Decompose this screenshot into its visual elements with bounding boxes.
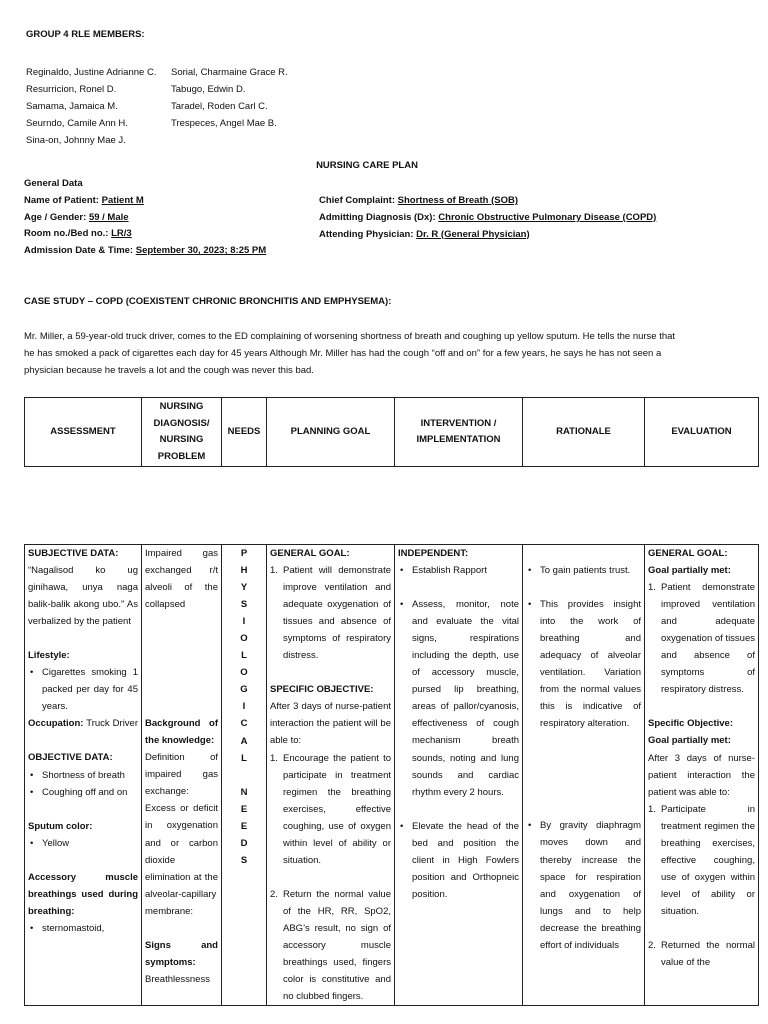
needs-letter: L bbox=[241, 752, 247, 764]
header-diagnosis-line: DIAGNOSIS/ bbox=[153, 417, 210, 429]
needs-letter: Y bbox=[240, 582, 248, 594]
diagnosis-problem: Impaired gas exchanged r/t alveoli of the collapsed bbox=[145, 548, 218, 611]
member-name: Samama, Jamaica M. bbox=[26, 101, 118, 112]
members-column-1 bbox=[26, 64, 156, 149]
header-intervention-line: IMPLEMENTATION bbox=[416, 434, 501, 445]
admission-row bbox=[24, 243, 266, 260]
lifestyle-label: Lifestyle: bbox=[28, 650, 70, 662]
header-assessment: ASSESSMENT bbox=[25, 398, 142, 467]
members-column-2 bbox=[171, 64, 288, 132]
member-name: Tabugo, Edwin D. bbox=[171, 84, 246, 95]
list-item: • To gain patients trust. bbox=[526, 562, 641, 579]
list-item: 2. Return the normal value of the HR, RR, SpO2, ABG’s result, no sign of accessory muscle breathings used, fingers color is constitutive and no clubbed fingers. bbox=[270, 888, 391, 1003]
subjective-label: SUBJECTIVE DATA: bbox=[28, 548, 119, 559]
header-diagnosis-line: NURSING bbox=[159, 401, 204, 412]
intervention-list bbox=[398, 562, 519, 903]
header-planning: PLANNING GOAL bbox=[267, 398, 395, 467]
case-line: physician because he travels a lot and the cough was never this bad. bbox=[24, 365, 314, 376]
evaluation-specific-met: Goal partially met: bbox=[648, 735, 731, 747]
needs-letter: E bbox=[240, 820, 248, 832]
header-rationale: RATIONALE bbox=[523, 398, 645, 467]
list-item: 1. Participate in treatment regimen the breathing exercises, effective coughing, use of oxygen within level of ability or situation. bbox=[648, 803, 755, 917]
list-item: 1. Patient will demonstrate improve ventilation and adequate oxygenation of tissues and absence of symptoms of respiratory distress. bbox=[270, 565, 391, 662]
room-bed-value: LR/3 bbox=[111, 228, 132, 240]
intervention-label: INDEPENDENT: bbox=[398, 548, 469, 559]
list-item-text: Return the normal value of the HR, RR, SpO2, ABG’s result, no sign of accessory muscle breathings used, fingers color is constitutive and no clubbed fingers. bbox=[283, 888, 391, 1003]
planning-specific-intro: After 3 days of nurse-patient interaction the patient will be able to: bbox=[270, 701, 391, 747]
needs-cell bbox=[222, 545, 267, 1006]
list-item-text: Participate in treatment regimen the breathing exercises, effective coughing, use of oxygen within level of ability or situation. bbox=[661, 803, 755, 917]
patient-name-value: Patient M bbox=[101, 194, 144, 206]
sputum-label: Sputum color: bbox=[28, 820, 93, 832]
chief-complaint-label: Chief Complaint: bbox=[319, 195, 395, 206]
evaluation-general-list bbox=[648, 579, 755, 698]
general-data-right bbox=[319, 193, 656, 243]
evaluation-general-label: GENERAL GOAL: bbox=[648, 548, 728, 559]
header-diagnosis-line: NURSING bbox=[159, 434, 204, 445]
room-bed-row bbox=[24, 226, 266, 243]
admission-label: Admission Date & Time: bbox=[24, 245, 134, 257]
list-item-text: Patient demonstrate improved ventilation and adequate oxygenation of tissues and absence of symptoms of respiratory distress. bbox=[661, 582, 756, 696]
rationale-list bbox=[526, 562, 641, 954]
header-diagnosis-line: PROBLEM bbox=[157, 450, 206, 462]
needs-letter: O bbox=[240, 667, 248, 679]
room-bed-label: Room no./Bed no.: bbox=[24, 228, 109, 240]
objective-label: OBJECTIVE DATA: bbox=[28, 752, 113, 764]
attending-physician-label: Attending Physician: bbox=[319, 228, 414, 240]
accessory-label: Accessory muscle breathings used during breathing: bbox=[28, 871, 138, 917]
assessment-cell bbox=[25, 545, 142, 1006]
general-data-left bbox=[24, 176, 266, 260]
needs-letter: I bbox=[242, 616, 246, 628]
admitting-diagnosis-label: Admitting Diagnosis (Dx): bbox=[319, 211, 436, 223]
evaluation-specific-label: Specific Objective: bbox=[648, 718, 734, 730]
member-name: Reginaldo, Justine Adrianne C. bbox=[26, 67, 157, 78]
general-data-heading: General Data bbox=[24, 178, 83, 189]
list-item: • Yellow bbox=[28, 835, 138, 852]
planning-specific-label: SPECIFIC OBJECTIVE: bbox=[270, 684, 374, 696]
needs-letter: I bbox=[242, 701, 246, 713]
header-intervention-line: INTERVENTION / bbox=[420, 417, 497, 429]
planning-cell bbox=[267, 545, 395, 1006]
list-item: • Elevate the head of the bed and position the client in High Fowlers position and Orthopneic position. bbox=[398, 818, 519, 903]
needs-letter: E bbox=[240, 803, 248, 815]
accessory-list bbox=[28, 920, 138, 937]
needs-letter: S bbox=[240, 599, 248, 611]
background-text: Definition of impaired gas exchange: Excess or deficit in oxygenation and or carbon dioxide elimination at the alveolar-capillary membrane: bbox=[145, 752, 218, 917]
chief-complaint-row bbox=[319, 193, 656, 210]
evaluation-specific-list bbox=[648, 801, 755, 971]
case-study-title: CASE STUDY – COPD (COEXISTENT CHRONIC BRONCHITIS AND EMPHYSEMA): bbox=[24, 296, 392, 307]
member-name: Resurricion, Ronel D. bbox=[26, 84, 117, 95]
evaluation-specific-intro: After 3 days of nurse-patient interaction the patient was able to: bbox=[648, 752, 755, 798]
member-name: Seurndo, Camile Ann H. bbox=[26, 118, 128, 129]
occupation-label: Occupation: bbox=[28, 718, 84, 730]
background-label: Background of the knowledge: bbox=[145, 718, 218, 747]
planning-specific-list bbox=[270, 750, 391, 1006]
header-needs: NEEDS bbox=[222, 398, 267, 467]
evaluation-cell bbox=[645, 545, 759, 1006]
admitting-diagnosis-row bbox=[319, 210, 656, 227]
care-plan-header-table bbox=[24, 397, 759, 467]
age-gender-row bbox=[24, 210, 266, 227]
patient-name-label: Name of Patient: bbox=[24, 194, 99, 206]
list-item: • Establish Rapport bbox=[398, 562, 519, 579]
list-item: • By gravity diaphragm moves down and thereby increase the space for respiration and oxygenation of lungs and to help decrease the breathing effort of individuals bbox=[526, 817, 641, 953]
case-line: Mr. Miller, a 59-year-old truck driver, comes to the ED complaining of worsening shortness of breath and coughing up yellow sputum. He tells the nurse that bbox=[24, 331, 676, 342]
needs-letter: L bbox=[241, 650, 247, 662]
needs-letter: C bbox=[240, 718, 248, 730]
planning-general-label: GENERAL GOAL: bbox=[270, 548, 350, 559]
age-gender-label: Age / Gender: bbox=[24, 211, 87, 223]
evaluation-general-met: Goal partially met: bbox=[648, 565, 731, 577]
attending-physician-row bbox=[319, 227, 656, 244]
diagnosis-cell bbox=[142, 545, 222, 1006]
needs-letter: O bbox=[240, 633, 248, 645]
needs-letter: A bbox=[240, 735, 248, 747]
list-item-text: Encourage the patient to participate in treatment regimen the breathing exercises, effective coughing, use of oxygen within level of ability or situation. bbox=[283, 752, 391, 866]
list-item: 1. Patient demonstrate improved ventilation and adequate oxygenation of tissues and absence of symptoms of respiratory distress. bbox=[648, 582, 756, 696]
header-intervention bbox=[395, 398, 523, 467]
lifestyle-list bbox=[28, 664, 138, 715]
signs-text: Breathlessness bbox=[145, 973, 210, 985]
case-line: he has smoked a pack of cigarettes each day for 45 years Although Mr. Miller has had the cough “off and on” for a few years, he says he has not seen a bbox=[24, 348, 662, 359]
list-item: • Coughing off and on bbox=[28, 784, 138, 801]
occupation-row bbox=[28, 715, 138, 732]
member-name: Trespeces, Angel Mae B. bbox=[171, 118, 277, 129]
signs-label: Signs and symptoms: bbox=[145, 939, 218, 968]
needs-letter: D bbox=[240, 837, 248, 849]
needs-letter: N bbox=[240, 786, 248, 798]
plan-title: NURSING CARE PLAN bbox=[316, 160, 418, 171]
member-name: Sorial, Charmaine Grace R. bbox=[171, 67, 288, 78]
care-plan-body-table bbox=[24, 544, 759, 1006]
needs-letter: S bbox=[240, 854, 248, 866]
list-item-text: Returned the normal value of the bbox=[661, 939, 755, 969]
list-item: • This provides insight into the work of breathing and adequacy of alveolar ventilation. Variation from the normal values this is indicative of respiratory alteration. bbox=[526, 596, 641, 732]
attending-physician-value: Dr. R (General Physician) bbox=[416, 228, 530, 240]
list-item: 1. Encourage the patient to participate in treatment regimen the breathing exercises, effective coughing, use of oxygen within level of ability or situation. bbox=[270, 752, 391, 866]
intervention-cell bbox=[395, 545, 523, 1006]
header-diagnosis bbox=[142, 398, 222, 467]
list-item: • Shortness of breath bbox=[28, 767, 138, 784]
needs-letter: G bbox=[240, 684, 248, 696]
list-item: 2. Returned the normal value of the bbox=[648, 939, 755, 969]
chief-complaint-value: Shortness of Breath (SOB) bbox=[397, 195, 518, 206]
planning-general-list bbox=[270, 562, 391, 664]
member-name: Taradel, Roden Carl C. bbox=[171, 101, 268, 112]
list-item-text: Patient will demonstrate improve ventilation and adequate oxygenation of tissues and absence of symptoms of respiratory distress. bbox=[283, 565, 391, 662]
subjective-quote: “Nagalisod ko ug ginihawa, unya naga balik-balik akong ubo.” As verbalized by the patient bbox=[28, 565, 138, 628]
occupation-value: Truck Driver bbox=[86, 718, 139, 730]
list-item: • sternomastoid, bbox=[28, 920, 138, 937]
needs-letter: P bbox=[240, 548, 248, 559]
needs-letter: H bbox=[240, 565, 248, 577]
admitting-diagnosis-value: Chronic Obstructive Pulmonary Disease (COPD) bbox=[438, 211, 657, 223]
objective-list bbox=[28, 767, 138, 801]
member-name: Sina-on, Johnny Mae J. bbox=[26, 135, 126, 146]
age-gender-value: 59 / Male bbox=[88, 211, 129, 223]
rationale-cell bbox=[523, 545, 645, 1006]
list-item: • Assess, monitor, note and evaluate the vital signs, respirations including the depth, use of accessory muscle, pursed lip breathing, areas of pallor/cyanosis, effectiveness of cough mechanism breath sounds, noting and lung sounds and cardiac rhythm every 2 hours. bbox=[398, 596, 519, 801]
list-item: • Cigarettes smoking 1 packed per day for 45 years. bbox=[28, 664, 138, 715]
admission-value: September 30, 2023; 8:25 PM bbox=[135, 245, 267, 257]
sputum-list bbox=[28, 835, 138, 852]
case-study-paragraph bbox=[24, 328, 742, 379]
patient-name-row bbox=[24, 193, 266, 210]
header-evaluation: EVALUATION bbox=[645, 398, 759, 467]
group-title: GROUP 4 RLE MEMBERS: bbox=[26, 29, 145, 40]
